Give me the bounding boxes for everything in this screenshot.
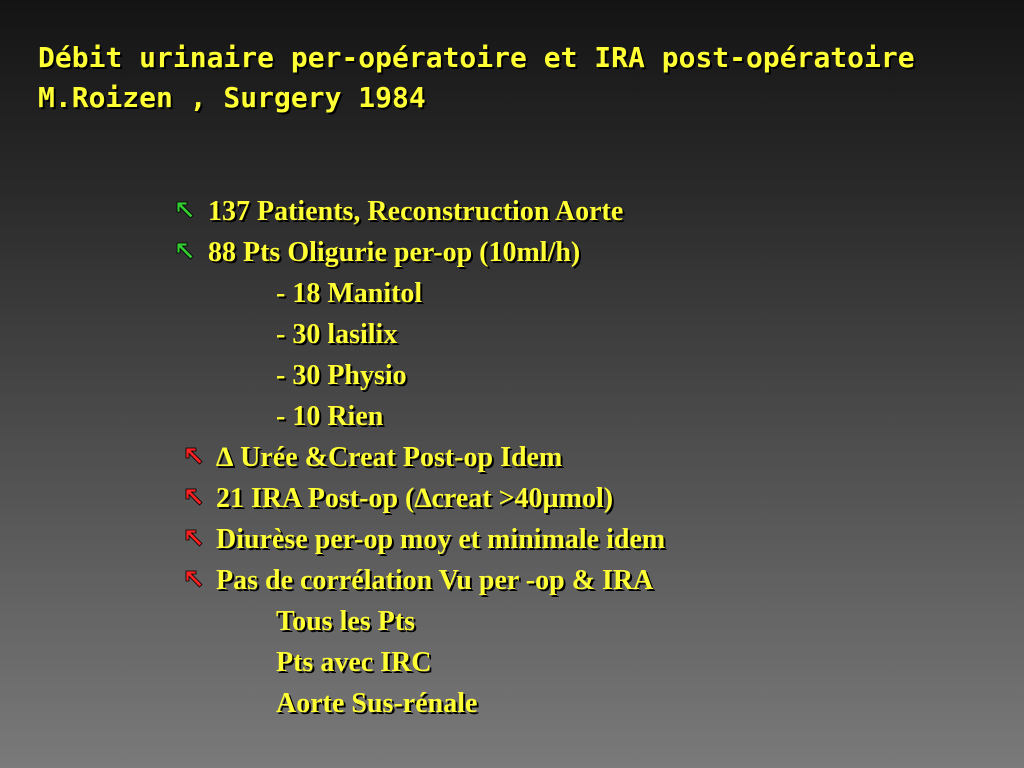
bullet-item: 21 IRA Post-op (∆creat >40µmol): [216, 483, 614, 514]
arrow-up-left-icon: [183, 568, 205, 590]
title-line-2: M.Roizen , Surgery 1984: [38, 81, 426, 114]
sub-item: - 10 Rien: [276, 401, 384, 432]
arrow-up-left-icon: [183, 527, 205, 549]
bullet-item: ∆ Urée &Creat Post-op Idem: [216, 442, 563, 473]
sub-item: Pts avec IRC: [276, 647, 432, 678]
sub-item: Tous les Pts: [276, 606, 416, 637]
arrow-up-left-icon: [183, 445, 205, 467]
sub-item: Aorte Sus-rénale: [276, 688, 478, 719]
bullet-item: Pas de corrélation Vu per -op & IRA: [216, 565, 654, 596]
bullet-item: Diurèse per-op moy et minimale idem: [216, 524, 666, 555]
slide-title: [38, 38, 915, 118]
arrow-up-left-icon: [174, 199, 196, 221]
sub-item: - 30 lasilix: [276, 319, 398, 350]
sub-item: - 30 Physio: [276, 360, 407, 391]
arrow-up-left-icon: [183, 486, 205, 508]
arrow-up-left-icon: [174, 240, 196, 262]
bullet-item: 88 Pts Oligurie per-op (10ml/h): [208, 237, 581, 268]
sub-item: - 18 Manitol: [276, 278, 423, 309]
bullet-item: 137 Patients, Reconstruction Aorte: [208, 196, 624, 227]
title-line-1: Débit urinaire per-opératoire et IRA post-opératoire: [38, 41, 915, 74]
